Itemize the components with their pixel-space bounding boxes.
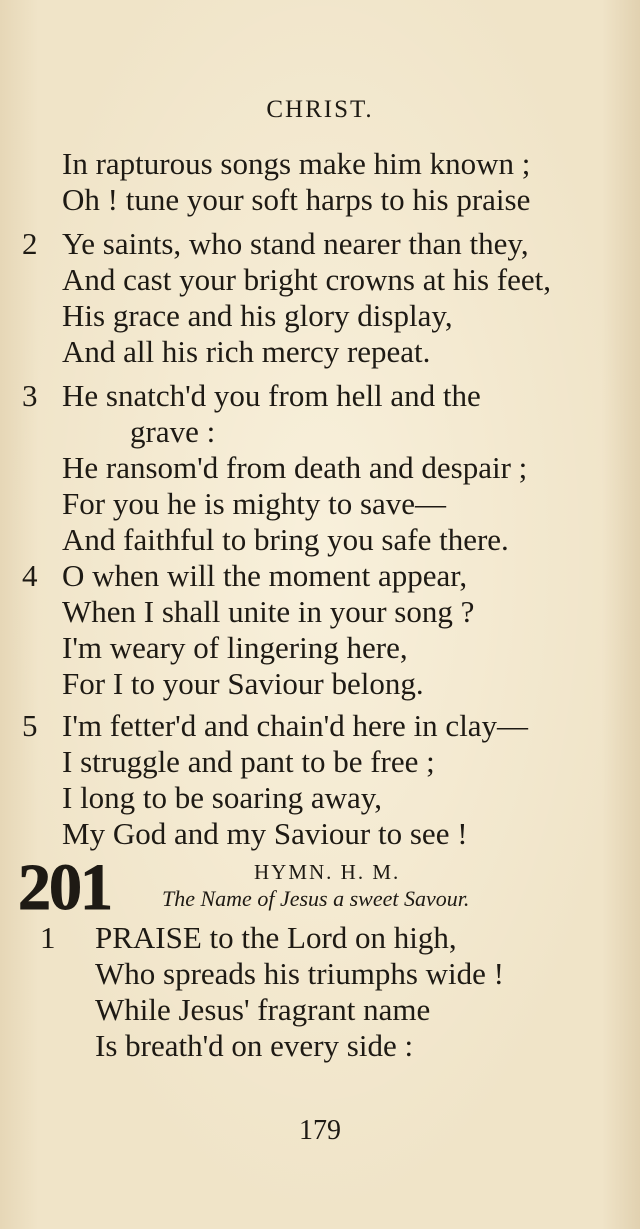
verse-line: I'm fetter'd and chain'd here in clay— xyxy=(62,708,529,743)
hymn-title: HYMN. H. M. xyxy=(254,860,401,884)
stanza-number: 5 xyxy=(22,708,38,743)
verse-line: And cast your bright crowns at his feet, xyxy=(62,262,551,297)
verse-line: While Jesus' fragrant name xyxy=(95,992,431,1027)
hymn-number: 201 xyxy=(18,851,111,924)
stanza-number: 2 xyxy=(22,226,38,261)
verse-line: Who spreads his triumphs wide ! xyxy=(95,956,504,991)
verse-line: My God and my Saviour to see ! xyxy=(62,816,468,851)
page-number: 179 xyxy=(299,1115,341,1146)
stanza-number: 1 xyxy=(40,920,56,955)
verse-line: Ye saints, who stand nearer than they, xyxy=(62,226,529,261)
verse-line: I struggle and pant to be free ; xyxy=(62,744,435,779)
verse-line: He snatch'd you from hell and the xyxy=(62,378,481,413)
stanza-number: 4 xyxy=(22,558,38,593)
hymn-subtitle: The Name of Jesus a sweet Savour. xyxy=(162,886,470,911)
verse-line: He ransom'd from death and despair ; xyxy=(62,450,528,485)
verse-line: grave : xyxy=(130,414,216,449)
verse-line: And faithful to bring you safe there. xyxy=(62,522,509,557)
verse-line: And all his rich mercy repeat. xyxy=(62,334,431,369)
verse-line: Oh ! tune your soft harps to his praise xyxy=(62,182,531,217)
verse-line: When I shall unite in your song ? xyxy=(62,594,475,629)
verse-line: I long to be soaring away, xyxy=(62,780,382,815)
verse-line: O when will the moment appear, xyxy=(62,558,468,593)
verse-line: PRAISE to the Lord on high, xyxy=(95,920,457,955)
verse-line: I'm weary of lingering here, xyxy=(62,630,408,665)
verse-line: For you he is mighty to save— xyxy=(62,486,447,521)
verse-line: In rapturous songs make him known ; xyxy=(62,146,531,181)
verse-line: Is breath'd on every side : xyxy=(95,1028,414,1063)
running-header: CHRIST. xyxy=(266,96,374,123)
verse-line: His grace and his glory display, xyxy=(62,298,453,333)
verse-line: For I to your Saviour belong. xyxy=(62,666,424,701)
stanza-number: 3 xyxy=(22,378,38,413)
